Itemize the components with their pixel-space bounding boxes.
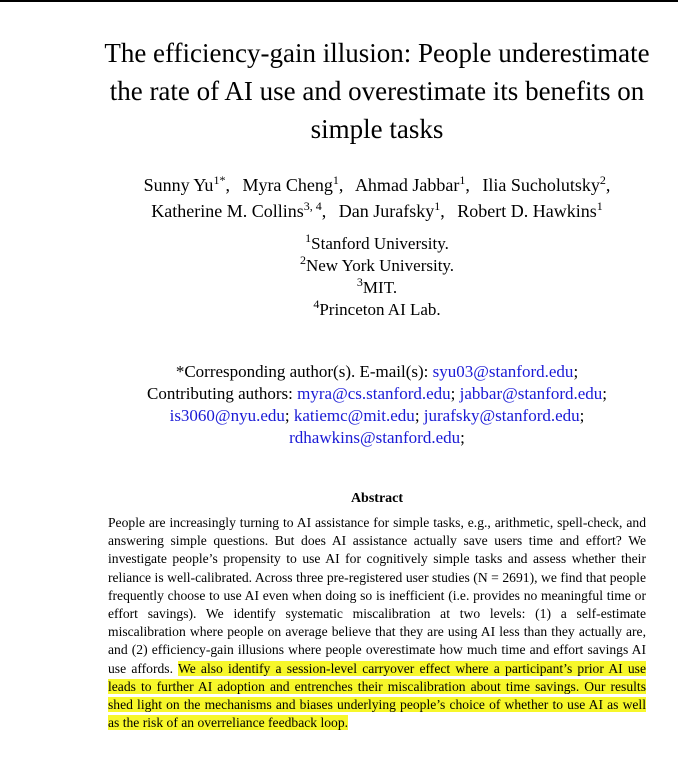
email-separator: ; [460, 428, 465, 447]
top-rule [0, 0, 678, 2]
affiliation-name: Princeton AI Lab. [319, 300, 441, 319]
author [339, 201, 445, 221]
author-separator: , [338, 175, 344, 195]
email-link[interactable]: syu03@stanford.edu [432, 362, 574, 381]
abstract-text [108, 514, 646, 732]
affiliation-mark: 4 [313, 297, 320, 311]
author-separator: , [225, 175, 230, 195]
contributing-line [70, 405, 678, 427]
author-name: Sunny Yu [143, 175, 214, 195]
email-separator: ; [573, 362, 579, 381]
affiliation [80, 277, 674, 299]
corresponding-label: *Corresponding author(s). E-mail(s): [175, 362, 433, 381]
abstract-highlighted-text: We also identify a session-level carryover effect where a participant’s prior AI use leads to further AI adoption and entrenches their miscalibration about time savings. Our results shed light on the mechanisms and biases underlying people’s choice of whether to use AI as well as the risk of an overreliance feedback loop. [108, 660, 646, 731]
author-affil-mark: 2 [599, 173, 606, 187]
author-affil-mark: 1 [459, 173, 466, 187]
email-link[interactable]: is3060@nyu.edu [169, 406, 285, 425]
author [355, 175, 470, 195]
affiliation [80, 233, 674, 255]
author-affil-mark: 3, 4 [303, 199, 322, 213]
author-separator: , [605, 175, 611, 195]
email-link[interactable]: jurafsky@stanford.edu [423, 406, 580, 425]
affiliation-name: Stanford University. [311, 234, 449, 253]
author-separator: , [465, 175, 470, 195]
affiliation [80, 255, 674, 277]
affiliations [80, 233, 674, 321]
author-name: Ahmad Jabbar [354, 175, 460, 195]
email-separator: ; [602, 384, 608, 403]
author [242, 175, 343, 195]
author [482, 175, 610, 195]
email-link[interactable]: rdhawkins@stanford.edu [289, 428, 461, 447]
email-link[interactable]: myra@cs.stanford.edu [297, 384, 451, 403]
email-separator: ; [579, 406, 585, 425]
author-affil-mark: 1* [213, 173, 226, 187]
author-affil-mark: 1 [596, 199, 603, 213]
abstract-heading: Abstract [350, 491, 404, 506]
author-separator: , [321, 201, 327, 221]
contributing-line [70, 427, 678, 449]
affiliation-name: MIT. [362, 278, 398, 297]
author-affil-mark: 1 [332, 173, 339, 187]
email-link[interactable]: jabbar@stanford.edu [459, 384, 603, 403]
email-separator: ; [450, 384, 460, 403]
author-separator: , [440, 201, 445, 221]
affiliation-name: New York University. [305, 256, 455, 275]
author-name: Katherine M. Collins [151, 201, 304, 221]
corresponding-line [70, 361, 678, 383]
contributing-label: Contributing authors: [146, 384, 298, 403]
author-name: Myra Cheng [242, 175, 333, 195]
title-line: simple tasks [310, 114, 444, 144]
contributing-line [70, 383, 678, 405]
affiliation-mark: 1 [305, 231, 312, 245]
title-line: the rate of AI use and overestimate its benefits on [109, 76, 645, 106]
email-link[interactable]: katiemc@mit.edu [293, 406, 415, 425]
author [151, 201, 326, 221]
author-name: Ilia Sucholutsky [482, 175, 600, 195]
author [457, 201, 602, 221]
paper-title [80, 34, 674, 148]
title-line: The efficiency-gain illusion: People underestimate [104, 38, 650, 68]
affiliation-mark: 3 [356, 275, 363, 289]
contact-block [70, 361, 678, 449]
author-name: Dan Jurafsky [338, 201, 435, 221]
affiliation-mark: 2 [299, 253, 306, 267]
email-separator: ; [414, 406, 424, 425]
author-line-2 [90, 198, 664, 224]
author-name: Robert D. Hawkins [457, 201, 597, 221]
abstract-plain-text: People are increasingly turning to AI assistance for simple tasks, e.g., arithmetic, spell-check, and answering simple questions. But does AI assistance actually save users time and effort? We investigate people’s propensity to use AI for cognitively simple tasks and assess whether their reliance is well-calibrated. Across three pre-registered user studies (N = 2691), we find that people frequently choose to use AI even when doing so is inefficient (i.e. provides no meaningful time or effort savings). We identify systematic miscalibration at two levels: (1) a self-estimate miscalibration where people on average believe that they are using AI less than they actually are, and (2) efficiency-gain illusions where people overestimate how much time and effort savings AI use affords. [108, 515, 646, 676]
author-list [90, 172, 664, 224]
author [144, 175, 230, 195]
email-separator: ; [284, 406, 294, 425]
author-line-1 [90, 172, 664, 198]
author-affil-mark: 1 [434, 199, 441, 213]
affiliation [80, 299, 674, 321]
